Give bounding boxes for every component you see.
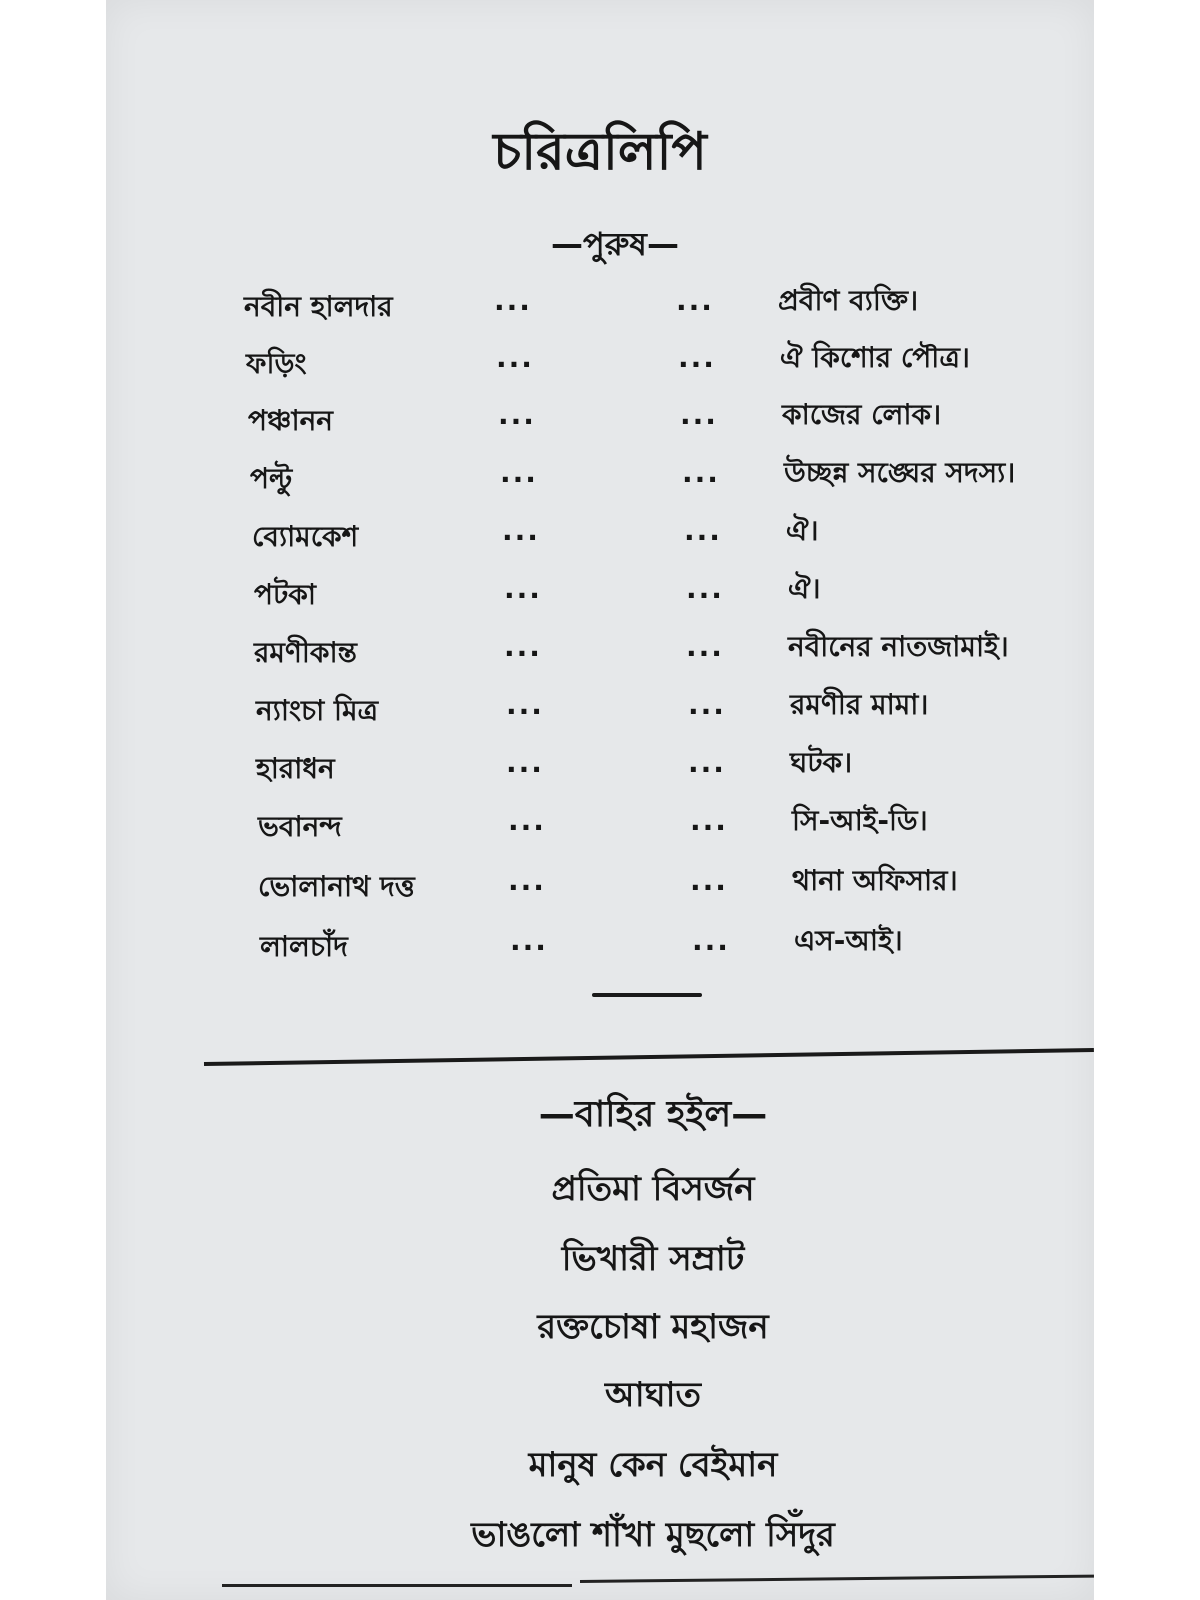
leader-dots: ... — [506, 746, 544, 779]
cast-role: সি-আই-ডি। — [792, 804, 928, 837]
cast-name: হারাধন — [256, 752, 335, 785]
leader-dots: ... — [506, 688, 544, 721]
footer-rule-left — [222, 1584, 572, 1587]
leader-dots: ... — [682, 456, 720, 489]
leader-dots: ... — [686, 572, 724, 605]
leader-dots: ... — [678, 341, 716, 374]
cast-name: লালচাঁদ — [260, 930, 348, 963]
leader-dots: ... — [680, 398, 718, 431]
book-title: প্রতিমা বিসর্জন — [551, 1169, 755, 1209]
leader-dots: ... — [676, 284, 714, 317]
published-heading: —বাহির হইল— — [538, 1094, 768, 1135]
cast-role: ঐ। — [788, 572, 821, 605]
cast-role: ঘটক। — [790, 746, 853, 779]
leader-dots: ... — [510, 924, 548, 957]
cast-role: থানা অফিসার। — [792, 864, 958, 897]
leader-dots: ... — [508, 804, 546, 837]
cast-name: ভবানন্দ — [258, 810, 342, 843]
cast-name: ফড়িং — [246, 347, 307, 380]
cast-name: ন্যাংচা মিত্র — [256, 694, 379, 727]
leader-dots: ... — [690, 804, 728, 837]
leader-dots: ... — [498, 398, 536, 431]
leader-dots: ... — [502, 514, 540, 547]
cast-name: রমণীকান্ত — [254, 636, 357, 669]
cast-name: নবীন হালদার — [244, 290, 393, 323]
book-title: ভাঙলো শাঁখা মুছলো সিঁদুর — [471, 1515, 835, 1555]
leader-dots: ... — [504, 572, 542, 605]
leader-dots: ... — [500, 456, 538, 489]
leader-dots: ... — [686, 630, 724, 663]
cast-role: রমণীর মামা। — [790, 688, 929, 721]
section-heading-male: —পুরুষ— — [551, 225, 679, 263]
cast-role: কাজের লোক। — [782, 398, 942, 431]
leader-dots: ... — [692, 924, 730, 957]
leader-dots: ... — [690, 864, 728, 897]
cast-name: পল্টু — [250, 462, 293, 495]
book-title: মানুষ কেন বেইমান — [528, 1445, 778, 1485]
cast-name: পটকা — [254, 578, 316, 611]
cast-role: প্রবীণ ব্যক্তি। — [778, 284, 919, 317]
cast-role: উচ্ছন্ন সঙ্ঘের সদস্য। — [784, 456, 1016, 489]
cast-role: এস-আই। — [794, 924, 903, 957]
leader-dots: ... — [508, 864, 546, 897]
book-title: রক্তচোষা মহাজন — [537, 1307, 769, 1347]
leader-dots: ... — [684, 514, 722, 547]
book-title: ভিখারী সম্রাট — [561, 1239, 745, 1279]
leader-dots: ... — [504, 630, 542, 663]
book-title: আঘাত — [604, 1375, 702, 1415]
cast-role: নবীনের নাতজামাই। — [788, 630, 1009, 663]
leader-dots: ... — [688, 746, 726, 779]
page-title: চরিত্রলিপি — [493, 122, 707, 182]
leader-dots: ... — [494, 284, 532, 317]
cast-role: ঐ। — [786, 514, 819, 547]
cast-role: ঐ কিশোর পৌত্র। — [780, 341, 970, 374]
cast-name: পঞ্চানন — [248, 404, 334, 437]
leader-dots: ... — [496, 341, 534, 374]
leader-dots: ... — [688, 688, 726, 721]
cast-name: ভোলানাথ দত্ত — [258, 870, 415, 903]
cast-name: ব্যোমকেশ — [252, 520, 359, 553]
section-divider-short — [592, 993, 702, 997]
